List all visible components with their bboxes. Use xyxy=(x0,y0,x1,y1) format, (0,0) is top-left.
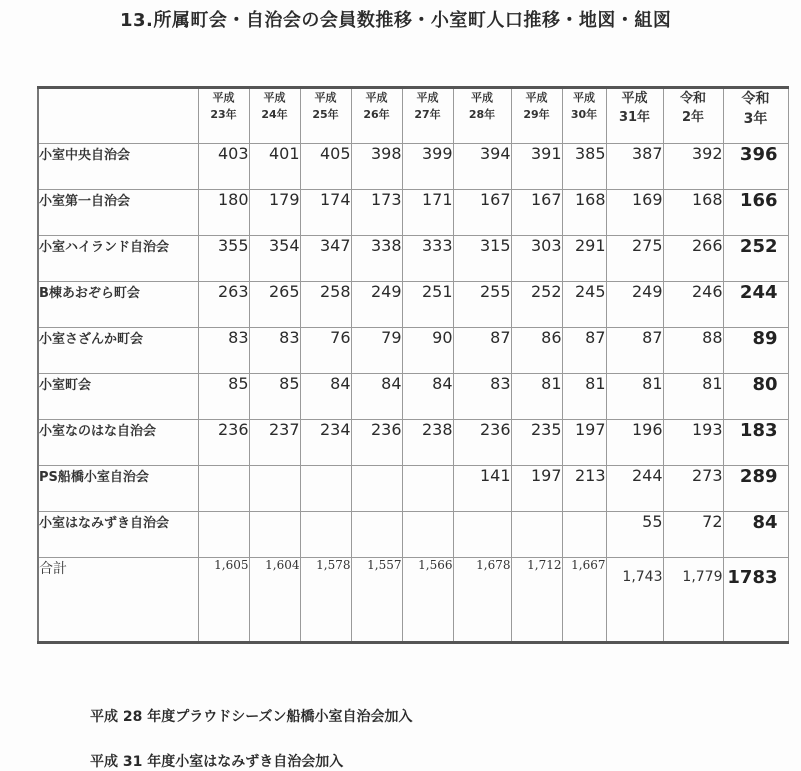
member-count-cell: 399 xyxy=(402,144,453,190)
member-count-cell: 141 xyxy=(453,466,511,512)
member-count-cell: 83 xyxy=(453,374,511,420)
member-count-cell: 275 xyxy=(606,236,663,282)
total-row xyxy=(38,558,788,643)
organization-name: 小室はなみずき自治会 xyxy=(38,512,198,558)
member-count-cell: 87 xyxy=(606,328,663,374)
member-count-cell xyxy=(249,466,300,512)
member-count-cell xyxy=(562,512,606,558)
year-header xyxy=(402,88,453,144)
year-label: 27年 xyxy=(414,108,441,121)
member-count-cell: 252 xyxy=(511,282,562,328)
member-count-cell: 168 xyxy=(562,190,606,236)
year-label: 25年 xyxy=(312,108,339,121)
year-label: 24年 xyxy=(261,108,288,121)
member-count-cell: 81 xyxy=(663,374,723,420)
note-heisei-31: 平成 31 年度小室はなみずき自治会加入 xyxy=(90,754,344,770)
member-count-cell: 387 xyxy=(606,144,663,190)
era-label: 平成 xyxy=(263,91,286,104)
member-count-cell: 196 xyxy=(606,420,663,466)
member-count-cell: 249 xyxy=(351,282,402,328)
member-count-cell xyxy=(453,512,511,558)
member-count-cell: 403 xyxy=(198,144,249,190)
member-count-cell: 84 xyxy=(723,512,788,558)
member-count-cell: 244 xyxy=(606,466,663,512)
member-count-cell: 89 xyxy=(723,328,788,374)
year-header xyxy=(511,88,562,144)
year-header xyxy=(663,88,723,144)
member-count-cell: 168 xyxy=(663,190,723,236)
member-count-cell: 258 xyxy=(300,282,351,328)
era-label: 平成 xyxy=(416,91,439,104)
total-cell: 1,604 xyxy=(249,558,300,643)
organization-name: B棟あおぞら町会 xyxy=(38,282,198,328)
member-count-cell: 396 xyxy=(723,144,788,190)
total-cell: 1,712 xyxy=(511,558,562,643)
member-count-cell: 405 xyxy=(300,144,351,190)
member-count-cell: 81 xyxy=(511,374,562,420)
member-count-cell: 265 xyxy=(249,282,300,328)
year-label: 2年 xyxy=(681,110,705,125)
member-count-cell: 398 xyxy=(351,144,402,190)
membership-table xyxy=(37,86,789,644)
year-header xyxy=(453,88,511,144)
member-count-cell: 291 xyxy=(562,236,606,282)
organization-name: 小室第一自治会 xyxy=(38,190,198,236)
member-count-cell: 249 xyxy=(606,282,663,328)
member-count-cell: 173 xyxy=(351,190,402,236)
member-count-cell: 401 xyxy=(249,144,300,190)
member-count-cell: 392 xyxy=(663,144,723,190)
total-cell: 1,578 xyxy=(300,558,351,643)
year-header xyxy=(351,88,402,144)
member-count-cell: 87 xyxy=(453,328,511,374)
member-count-cell: 238 xyxy=(402,420,453,466)
member-count-cell: 263 xyxy=(198,282,249,328)
year-label: 30年 xyxy=(570,108,598,121)
member-count-cell: 246 xyxy=(663,282,723,328)
member-count-cell: 347 xyxy=(300,236,351,282)
total-cell: 1,667 xyxy=(562,558,606,643)
year-header xyxy=(300,88,351,144)
year-label: 3年 xyxy=(743,111,768,127)
organization-name: 小室中央自治会 xyxy=(38,144,198,190)
member-count-cell: 90 xyxy=(402,328,453,374)
member-count-cell: 55 xyxy=(606,512,663,558)
era-label: 平成 xyxy=(573,91,595,104)
table-row xyxy=(38,282,788,328)
member-count-cell: 245 xyxy=(562,282,606,328)
member-count-cell: 171 xyxy=(402,190,453,236)
organization-name: 小室町会 xyxy=(38,374,198,420)
member-count-cell: 354 xyxy=(249,236,300,282)
member-count-cell xyxy=(351,512,402,558)
total-label: 合計 xyxy=(38,558,198,643)
era-label: 平成 xyxy=(365,91,388,104)
era-label: 令和 xyxy=(679,91,706,106)
member-count-cell: 83 xyxy=(198,328,249,374)
year-label: 28年 xyxy=(468,108,496,121)
member-count-cell: 87 xyxy=(562,328,606,374)
year-label: 26年 xyxy=(363,108,390,121)
member-count-cell: 86 xyxy=(511,328,562,374)
member-count-cell: 79 xyxy=(351,328,402,374)
member-count-cell: 236 xyxy=(198,420,249,466)
table-row xyxy=(38,512,788,558)
member-count-cell xyxy=(402,512,453,558)
member-count-cell xyxy=(198,466,249,512)
member-count-cell xyxy=(249,512,300,558)
table-row xyxy=(38,144,788,190)
member-count-cell: 338 xyxy=(351,236,402,282)
organization-name: PS船橋小室自治会 xyxy=(38,466,198,512)
table-row xyxy=(38,236,788,282)
total-cell: 1,779 xyxy=(663,558,723,643)
page-title: 13.所属町会・自治会の会員数推移・小室町人口推移・地図・組図 xyxy=(120,10,672,31)
member-count-cell: 234 xyxy=(300,420,351,466)
member-count-cell: 333 xyxy=(402,236,453,282)
member-count-cell: 391 xyxy=(511,144,562,190)
member-count-cell: 266 xyxy=(663,236,723,282)
member-count-cell: 385 xyxy=(562,144,606,190)
member-count-cell: 289 xyxy=(723,466,788,512)
member-count-cell xyxy=(300,512,351,558)
total-cell: 1,743 xyxy=(606,558,663,643)
member-count-cell xyxy=(198,512,249,558)
year-label: 31年 xyxy=(618,110,651,125)
organization-name: 小室さざんか町会 xyxy=(38,328,198,374)
total-cell: 1,605 xyxy=(198,558,249,643)
member-count-cell: 84 xyxy=(402,374,453,420)
member-count-cell: 213 xyxy=(562,466,606,512)
member-count-cell: 236 xyxy=(453,420,511,466)
member-count-cell: 255 xyxy=(453,282,511,328)
member-count-cell: 252 xyxy=(723,236,788,282)
era-label: 平成 xyxy=(525,91,548,104)
year-header xyxy=(723,88,788,144)
member-count-cell: 72 xyxy=(663,512,723,558)
header-corner xyxy=(38,88,198,144)
table-row xyxy=(38,328,788,374)
member-count-cell: 83 xyxy=(249,328,300,374)
era-label: 令和 xyxy=(741,91,770,107)
table-row xyxy=(38,374,788,420)
member-count-cell: 166 xyxy=(723,190,788,236)
note-heisei-28: 平成 28 年度プラウドシーズン船橋小室自治会加入 xyxy=(90,709,413,725)
member-count-cell xyxy=(300,466,351,512)
year-header xyxy=(249,88,300,144)
member-count-cell: 81 xyxy=(562,374,606,420)
era-label: 平成 xyxy=(621,91,648,106)
year-header xyxy=(562,88,606,144)
member-count-cell: 169 xyxy=(606,190,663,236)
member-count-cell: 88 xyxy=(663,328,723,374)
member-count-cell: 167 xyxy=(453,190,511,236)
member-count-cell: 244 xyxy=(723,282,788,328)
header-row xyxy=(38,88,788,144)
member-count-cell: 84 xyxy=(351,374,402,420)
total-cell: 1,566 xyxy=(402,558,453,643)
member-count-cell: 355 xyxy=(198,236,249,282)
member-count-cell: 180 xyxy=(198,190,249,236)
year-label: 23年 xyxy=(210,108,237,121)
member-count-cell: 251 xyxy=(402,282,453,328)
table-row xyxy=(38,420,788,466)
member-count-cell: 197 xyxy=(562,420,606,466)
member-count-cell: 235 xyxy=(511,420,562,466)
member-count-cell: 236 xyxy=(351,420,402,466)
member-count-cell xyxy=(351,466,402,512)
member-count-cell: 76 xyxy=(300,328,351,374)
era-label: 平成 xyxy=(471,91,493,104)
table-row xyxy=(38,190,788,236)
member-count-cell: 197 xyxy=(511,466,562,512)
member-count-cell: 303 xyxy=(511,236,562,282)
member-count-cell: 84 xyxy=(300,374,351,420)
era-label: 平成 xyxy=(314,91,337,104)
organization-name: 小室なのはな自治会 xyxy=(38,420,198,466)
member-count-cell: 85 xyxy=(249,374,300,420)
year-header xyxy=(606,88,663,144)
member-count-cell: 80 xyxy=(723,374,788,420)
total-cell: 1783 xyxy=(723,558,788,643)
era-label: 平成 xyxy=(212,91,235,104)
year-label: 29年 xyxy=(523,108,550,121)
member-count-cell xyxy=(511,512,562,558)
member-count-cell: 315 xyxy=(453,236,511,282)
member-count-cell: 193 xyxy=(663,420,723,466)
member-count-cell: 179 xyxy=(249,190,300,236)
member-count-cell: 237 xyxy=(249,420,300,466)
year-header xyxy=(198,88,249,144)
member-count-cell: 273 xyxy=(663,466,723,512)
table-row xyxy=(38,466,788,512)
member-count-cell: 85 xyxy=(198,374,249,420)
total-cell: 1,678 xyxy=(453,558,511,643)
member-count-cell: 394 xyxy=(453,144,511,190)
member-count-cell: 183 xyxy=(723,420,788,466)
member-count-cell xyxy=(402,466,453,512)
member-count-cell: 167 xyxy=(511,190,562,236)
total-cell: 1,557 xyxy=(351,558,402,643)
organization-name: 小室ハイランド自治会 xyxy=(38,236,198,282)
member-count-cell: 174 xyxy=(300,190,351,236)
member-count-cell: 81 xyxy=(606,374,663,420)
